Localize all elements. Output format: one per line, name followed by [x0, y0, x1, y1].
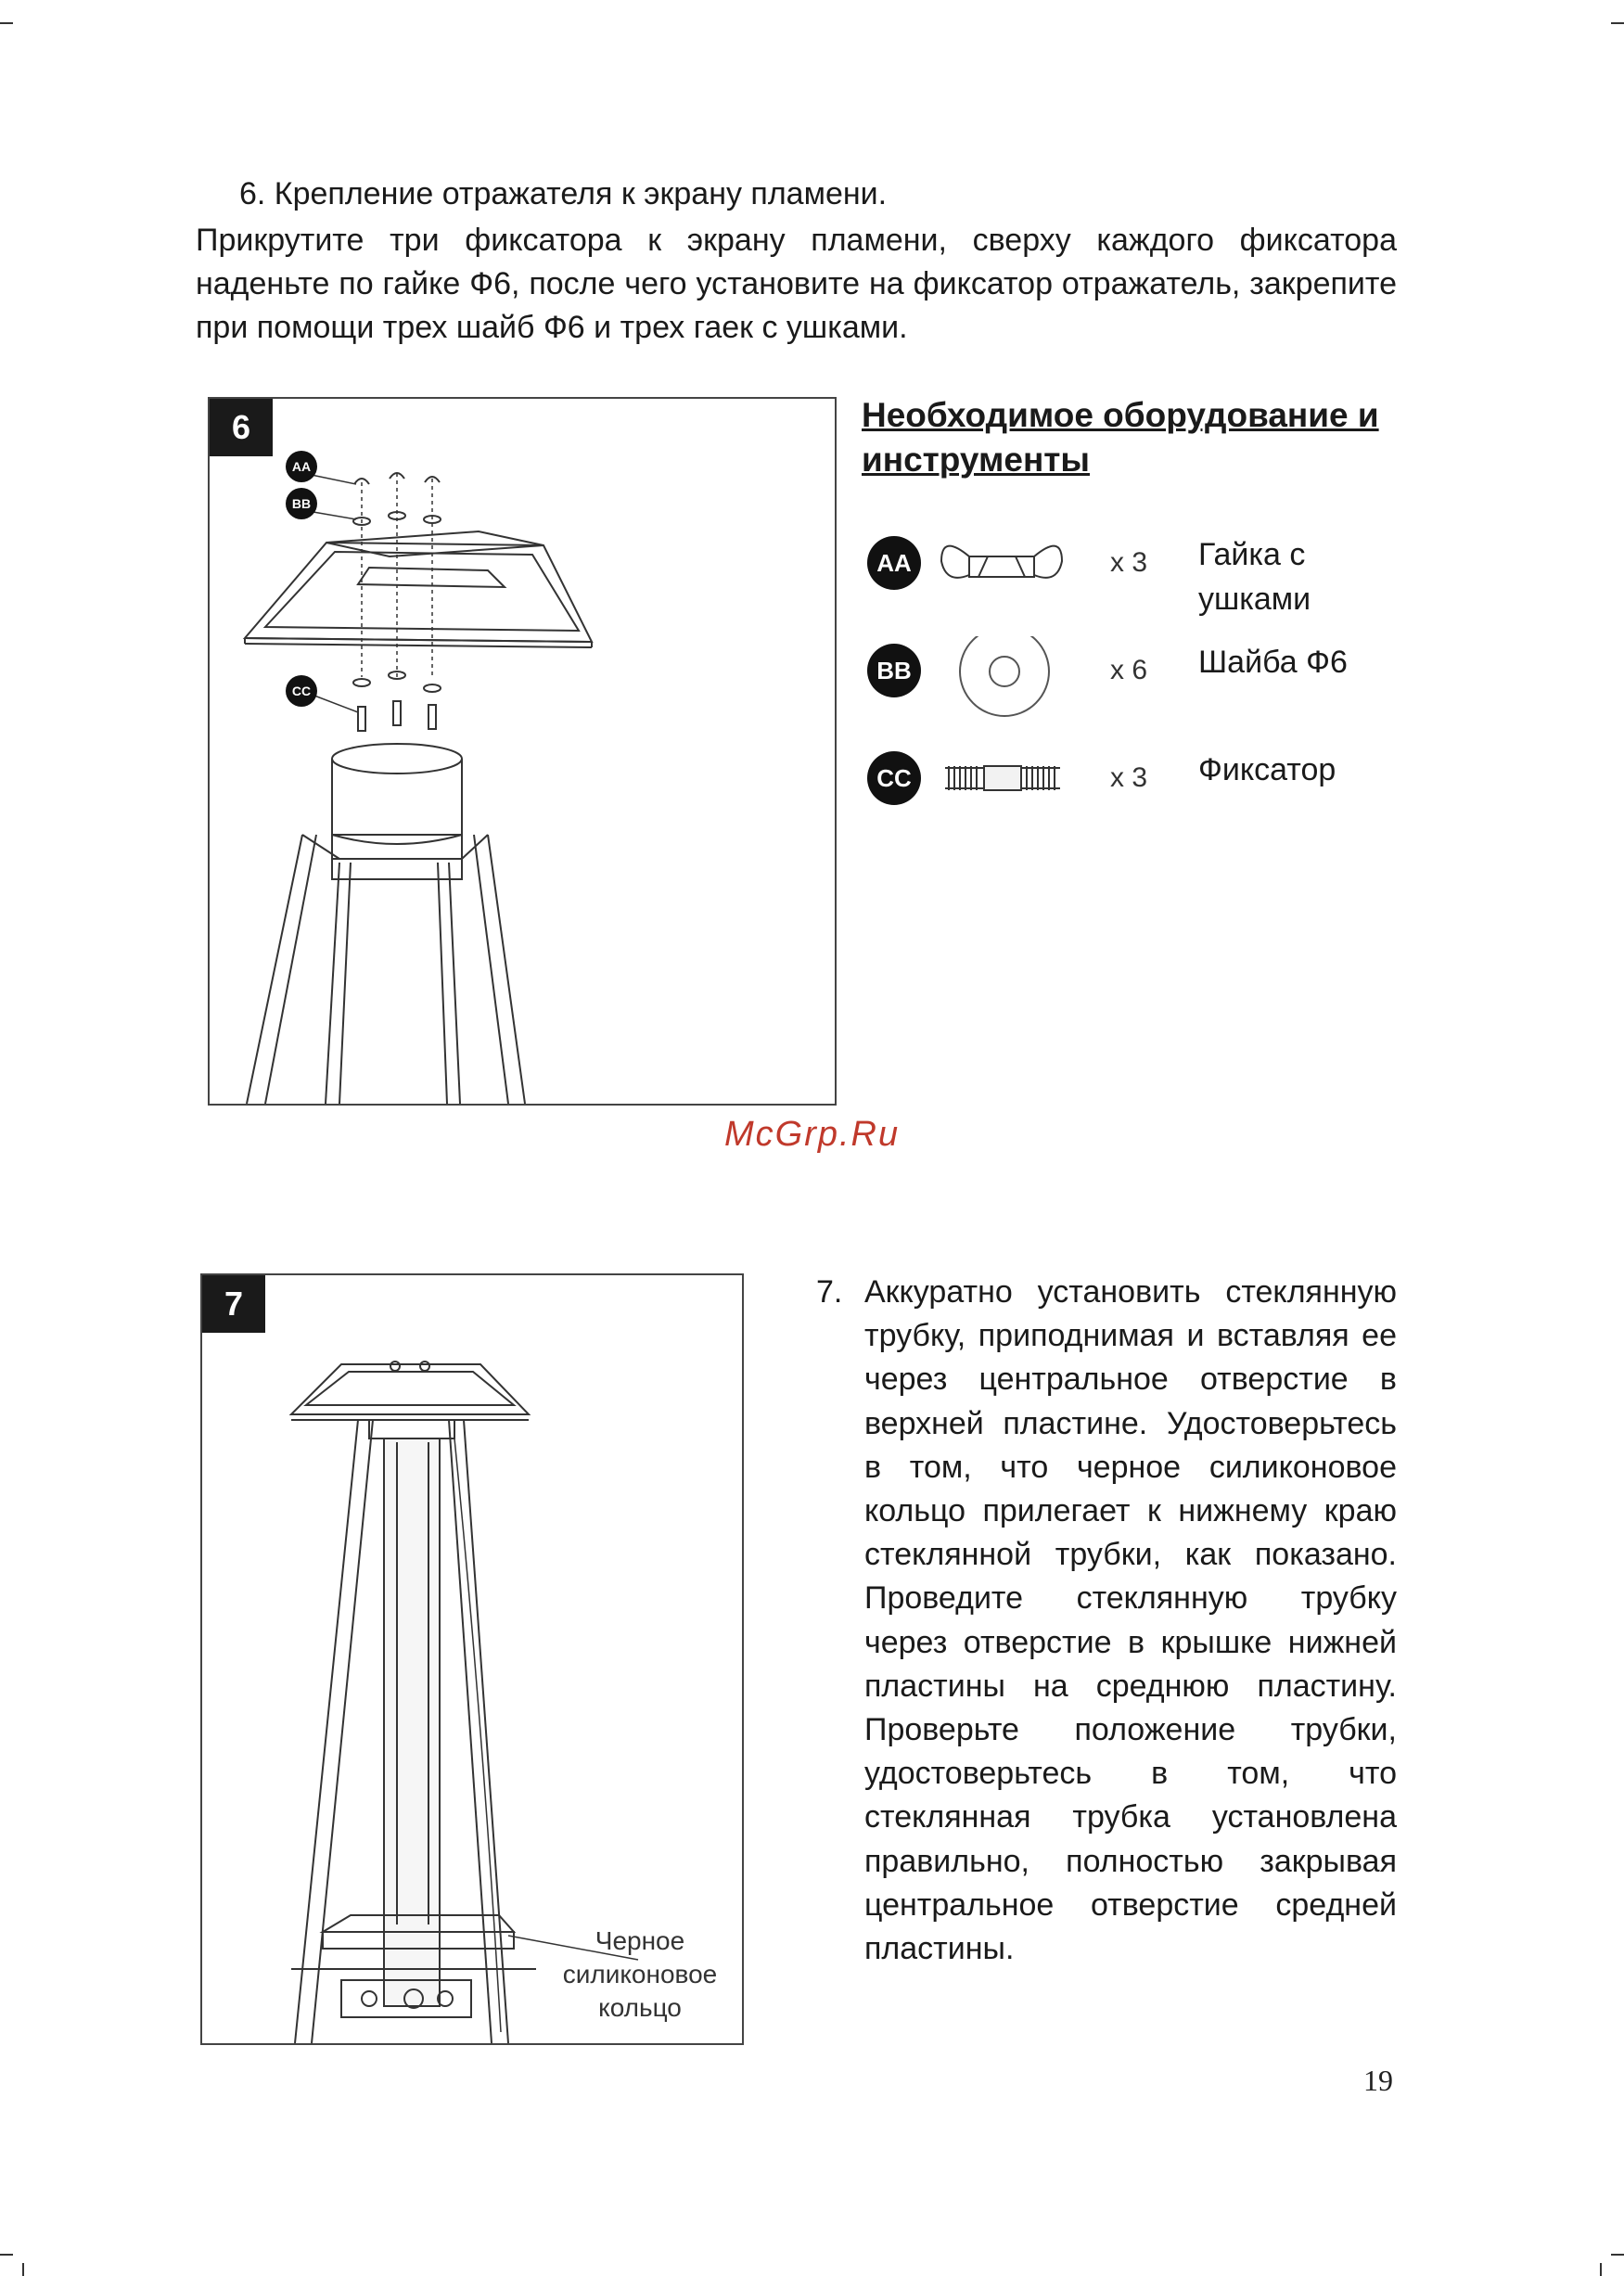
- hardware-item: [867, 536, 1442, 617]
- step7-instructions: [816, 1271, 1397, 1971]
- hardware-quantity: x 3: [1110, 547, 1148, 578]
- crop-mark: [0, 22, 13, 24]
- callout-badge: CC: [286, 675, 317, 707]
- threaded-stud-icon: [932, 744, 1090, 818]
- washer-icon: [932, 636, 1071, 729]
- hardware-code-badge: CC: [867, 751, 921, 805]
- step7-text: Аккуратно установить стеклянную трубку, приподнимая и вставляя ее через центральное отверстие в верхней пластине. Удостоверьтесь в том, что черное силиконовое кольцо прилегает к нижнему краю стеклянной трубки, как показано. Проведите стеклянную трубку через отверстие в крышке нижней пластины на среднюю пластину. Проверьте положение трубки, удостоверьтесь в том, что стеклянная трубка установлена правильно, полностью закрывая центральное отверстие средней пластины.: [864, 1274, 1397, 1967]
- wing-nut-icon: [932, 529, 1071, 603]
- hardware-title: Необходимое оборудование и инструменты: [862, 396, 1379, 479]
- silicone-ring-callout: Черное силиконовое кольцо: [562, 1926, 718, 2022]
- hardware-name: Фиксатор: [1198, 752, 1336, 787]
- hardware-code-badge: BB: [867, 644, 921, 697]
- hardware-code-badge: AA: [867, 536, 921, 590]
- figure-number: 7: [202, 1275, 265, 1333]
- crop-mark: [1611, 2254, 1624, 2256]
- figure-6: [208, 397, 837, 1106]
- step7-number: 7.: [816, 1274, 843, 1310]
- callout-badge: AA: [286, 451, 317, 482]
- page-number: 19: [1363, 2064, 1393, 2097]
- hardware-name: Гайка с ушками: [1198, 537, 1311, 617]
- figure-number: 6: [210, 399, 273, 456]
- step6-instructions: Прикрутите три фиксатора к экрану пламени, сверху каждого фиксатора наденьте по гайке Ф6, после чего установите на фиксатор отражатель, закрепите при помощи трех шайб Ф6 и трех гаек с ушками.: [196, 223, 1397, 345]
- hardware-item: [867, 644, 1442, 718]
- hardware-item: [867, 751, 1442, 825]
- step6-heading: 6. Крепление отражателя к экрану пламени.: [239, 176, 888, 211]
- crop-mark: [22, 2263, 24, 2276]
- hardware-name: Шайба Ф6: [1198, 645, 1348, 680]
- hardware-quantity: x 3: [1110, 762, 1148, 793]
- crop-mark: [1611, 22, 1624, 24]
- crop-mark: [0, 2254, 13, 2256]
- hardware-quantity: x 6: [1110, 655, 1148, 685]
- crop-mark: [1600, 2263, 1602, 2276]
- watermark: McGrp.Ru: [724, 1115, 901, 1154]
- callout-badge: BB: [286, 488, 317, 519]
